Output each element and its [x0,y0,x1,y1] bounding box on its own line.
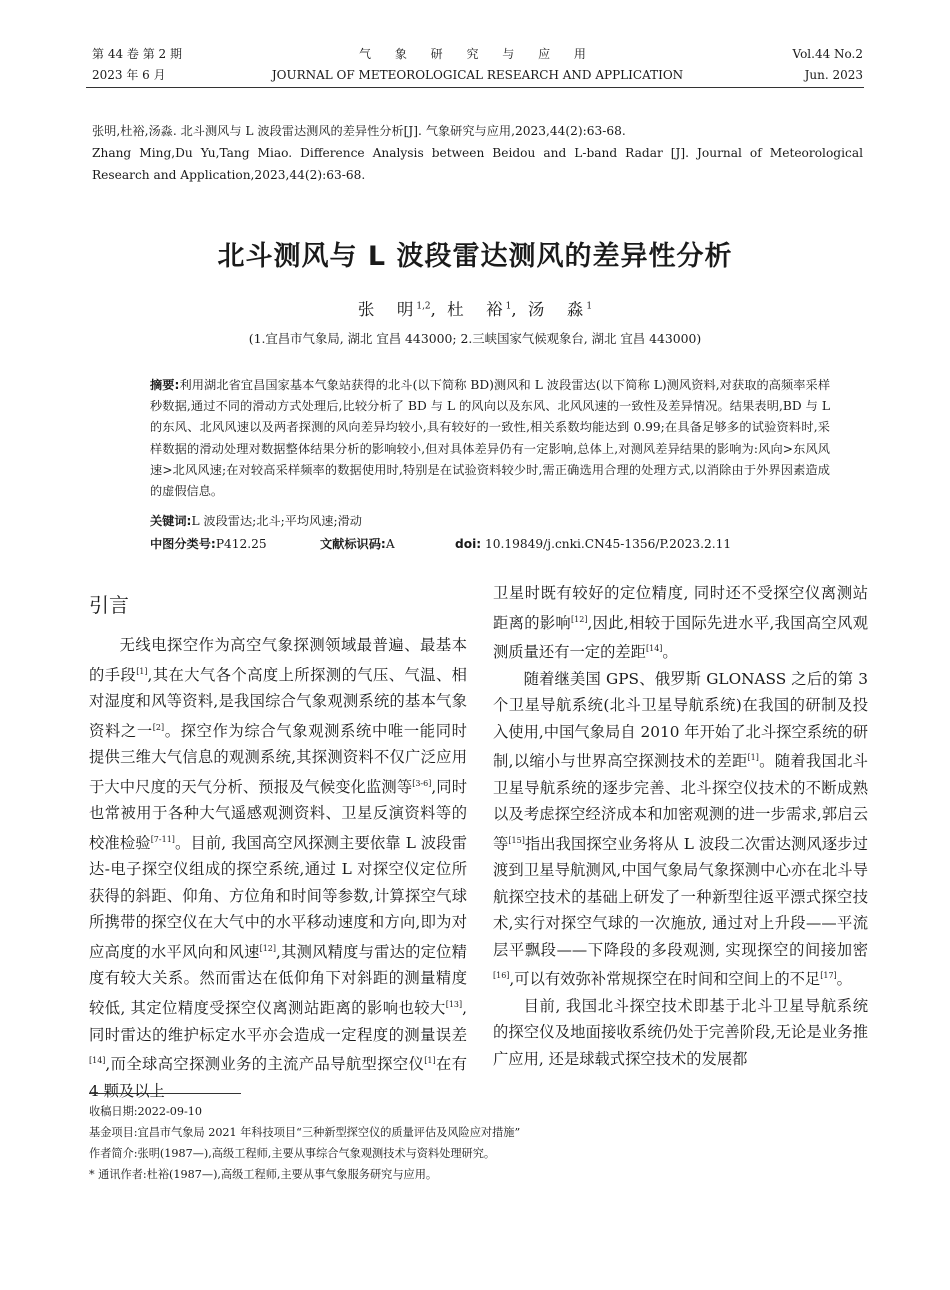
author-affil-mark: 1,2 [416,301,431,312]
section-heading: 引言 [89,593,129,617]
header-center [92,44,863,86]
paragraph-text: ,同时也常被用于各种大气遥感观测资料、卫星反演资料等的校准检验 [89,777,467,852]
paragraph-text: 随着继美国 GPS、俄罗斯 GLONASS 之后的第 3 个卫星导航系统(北斗卫星导航系统)在我国的研制及投入使用,中国气象局自 2010 年开始了北斗探空系统的研制,以缩小与世界高空探测技术的差距 [493,669,868,771]
citation-ref: [12] [571,614,588,624]
received-date: 收稿日期:2022-09-10 [89,1105,203,1118]
volume-issue: 第 44 卷 第 2 期 [92,47,182,61]
citation-ref: [7-11] [150,834,175,844]
clc-code: 中图分类号:P412.25 [150,537,267,551]
keywords-label: 关键词: [150,514,192,528]
citation-ref: [1] [136,666,148,676]
citation-ref: [14] [89,1056,106,1066]
citation-ref: [14] [645,644,663,654]
body-paragraph [89,632,467,1104]
keywords [150,512,362,529]
paragraph-text: ,因此,相较于国际先进水平,我国高空风观测质量还有一定的差距 [493,613,868,662]
paragraph-text: 。 [662,643,678,662]
keywords-text: L 波段雷达;北斗;平均风速;滑动 [191,514,362,528]
header-right [793,44,864,86]
body-paragraph [493,993,868,1073]
document-code: 文献标识码:A [320,537,395,551]
author-list: 张 明$^{1,2}$, 杜 裕$^1$, 汤 淼$^1$ [357,300,593,319]
citation-ref: [1] [424,1056,436,1066]
abstract-label: 摘要: [150,378,180,392]
running-header [92,44,863,86]
paragraph-text: 。 [836,970,852,989]
paragraph-text: 。探空作为综合气象观测系统中唯一能同时提供三维大气信息的观测系统,其探测资料不仅广泛应用于大中尺度的天气分析、预报及气候变化监测等 [89,721,467,796]
paragraph-text: ,其测风精度与雷达的定位精度有较大关系。然而雷达在低仰角下对斜距的测量精度较低, 其定位精度受探空仪离测站距离的影响也较大 [89,942,467,1018]
citation-ref: [15] [508,835,525,845]
body-paragraph [493,666,868,993]
citation-ref: [2] [152,722,165,732]
author-name: 杜 裕 [447,300,506,319]
citation-ref: [17] [820,971,837,981]
paragraph-text: 在有 4 颗及以上 [89,1055,467,1100]
citation-ref: [13] [445,999,463,1009]
citation-ref: [1] [747,753,759,763]
paper-title: 北斗测风与 L 波段雷达测风的差异性分析 [217,241,733,272]
body-column-left [89,590,467,1104]
paragraph-text: 目前, 我国北斗探空技术即基于北斗卫星导航系统的探空仪及地面接收系统仍处于完善阶段,无论是业务推广应用, 还是球载式探空技术的发展都 [493,996,868,1068]
paragraph-text: 无线电探空作为高空气象探测领域最普遍、最基本的手段 [89,636,467,684]
paragraph-text: 指出我国探空业务将从 L 波段二次雷达测风逐步过渡到卫星导航测风,中国气象局气象探测中心亦在北斗导航探空技术的基础上研发了一种新型往返平漂式探空技术,实行对探空气球的一次施放, 通过对上升段——平流层平飘段——下降段的多段观测, 实现探空的间接加密 [493,834,868,959]
body-column-right [493,580,868,1072]
footnote-rule [89,1093,241,1094]
body-paragraph [493,580,868,666]
abstract-text: 利用湖北省宜昌国家基本气象站获得的北斗(以下简称 BD)测风和 L 波段雷达(以下简称 L)测风资料,对获取的高频率采样秒数据,通过不同的滑动方式处理后,比较分析了 BD 与 L 的风向以及东风、北风风速的一致性及差异情况。结果表明,BD 与 L 的东风、北风风速以及两者探测的风向差异均较小,具有较好的一致性,相关系数均能达到 0.99;在具备足够多的试验资料时,采样数据的滑动处理对数据整体结果分析的影响较小,但对具体差异仍有一定影响,总体上,对测风差异结果的影响为:风向>东风风速>北风风速;在对较高采样频率的数据使用时,特别是在试验资料较少时,需正确选用合理的处理方式,以消除由于外界因素造成的虚假信息。 [150,378,831,499]
author-name: 汤 淼 [527,300,587,319]
citation-zh: 张明,杜裕,汤淼. 北斗测风与 L 波段雷达测风的差异性分析[J]. 气象研究与应用,2023,44(2):63-68. [92,124,626,138]
journal-title-en: JOURNAL OF METEOROLOGICAL RESEARCH AND APPLICATION [271,68,684,82]
abstract [150,375,830,502]
citation-en: Zhang Ming,Du Yu,Tang Miao. Difference Analysis between Beidou and L-band Radar [J]. Journal of Meteorological Research and Application,2023,44(2):63-68. [92,146,863,182]
author-affil-mark: 1 [586,301,593,312]
paragraph-text: ,其在大气各个高度上所探测的气压、气温、相对湿度和风等资料,是我国综合气象观测系统的基本气象资料之一 [89,665,467,740]
paragraph-text: 。随着我国北斗卫星导航系统的逐步完善、北斗探空仪技术的不断成熟以及考虑探空经济成本和加密观测的进一步需求,郭启云等 [493,752,868,853]
paragraph-text: 卫星时既有较好的定位精度, 同时还不受探空仪离测站距离的影响 [493,584,868,632]
paragraph-text: ,而全球高空探测业务的主流产品导航型探空仪 [105,1055,425,1074]
citation-ref: [3-6] [412,778,432,788]
author-affil-mark: 1 [505,301,512,312]
affiliation: (1.宜昌市气象局, 湖北 宜昌 443000; 2.三峡国家气候观象台, 湖北 宜昌 443000) [248,331,702,346]
fund-info: 基金项目:宜昌市气象局 2021 年科技项目“三种新型探空仪的质量评估及风险应对措施” [89,1126,521,1139]
journal-title-zh: 气 象 研 究 与 应 用 [359,47,596,61]
citation-ref: [12] [259,943,277,953]
paragraph-text: ,同时雷达的维护标定水平亦会造成一定程度的测量误差 [89,999,467,1044]
doi: doi: 10.19849/j.cnki.CN45-1356/P.2023.2.11 [455,537,732,551]
publication-date-en: Jun. 2023 [804,68,863,82]
header-rule [86,87,864,88]
publication-date: 2023 年 6 月 [92,68,166,82]
citation-block [92,120,863,186]
paragraph-text: 。目前, 我国高空风探测主要依靠 L 波段雷达-电子探空仪组成的探空系统,通过 L 对探空仪定位所获得的斜距、仰角、方位角和时间等参数,计算探空气球所携带的探空仪在大气中的水平移动速度和方向,即为对应高度的水平风向和风速 [89,833,467,961]
classification-line [150,535,830,552]
author-name: 张 明 [357,300,417,319]
corresponding-author: * 通讯作者:杜裕(1987—),高级工程师,主要从事气象服务研究与应用。 [89,1168,438,1181]
author-bio: 作者简介:张明(1987—),高级工程师,主要从事综合气象观测技术与资料处理研究。 [89,1147,496,1160]
footnotes [89,1101,863,1185]
volume-issue-en: Vol.44 No.2 [792,47,863,61]
paragraph-text: ,可以有效弥补常规探空在时间和空间上的不足 [509,970,821,989]
citation-ref: [16] [493,971,510,981]
